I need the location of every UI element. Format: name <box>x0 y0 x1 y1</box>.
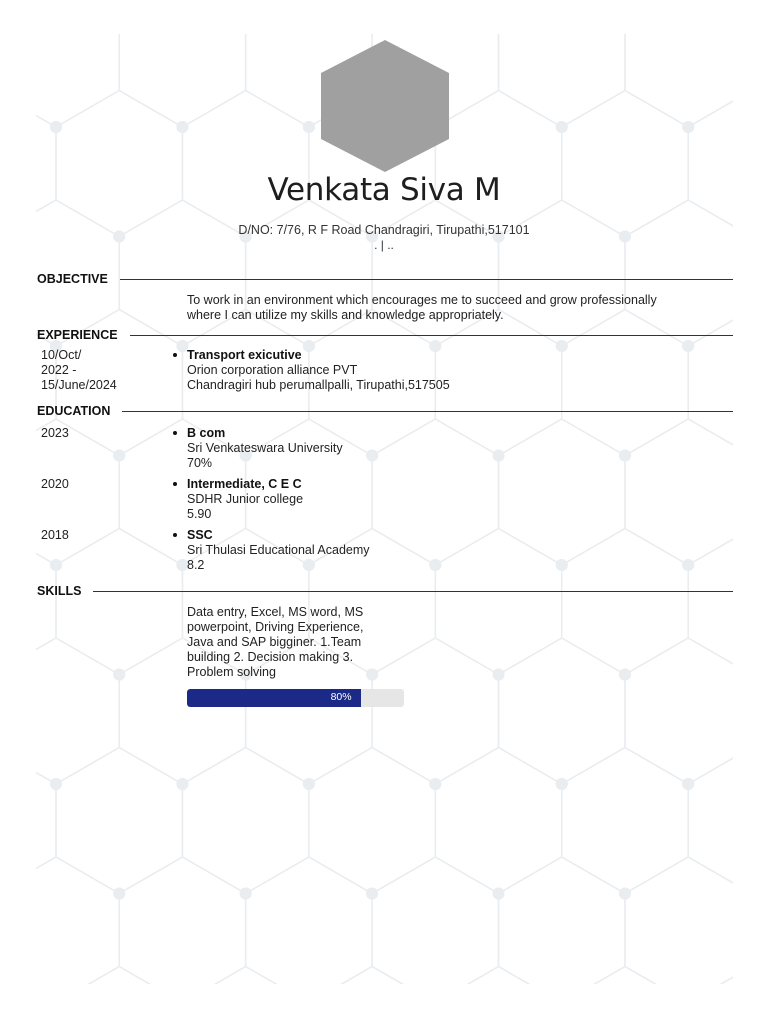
avatar-hexagon-shape <box>321 40 449 172</box>
experience-title: EXPERIENCE <box>37 328 118 342</box>
bullet-dot <box>173 533 177 537</box>
experience-date-line-2: 2022 - <box>41 363 77 377</box>
skills-text-line-4: building 2. Decision making 3. <box>187 650 354 664</box>
education-degree: Intermediate, C E C <box>187 477 302 491</box>
skills-text-line-5: Problem solving <box>187 665 276 679</box>
education-year: 2020 <box>41 477 69 491</box>
education-institution: SDHR Junior college <box>187 492 304 506</box>
skills-text-line-1: Data entry, Excel, MS word, MS <box>187 605 364 619</box>
education-section-header <box>37 404 733 418</box>
education-institution: Sri Thulasi Educational Academy <box>187 543 370 557</box>
skill-level-label: 80% <box>330 691 352 703</box>
education-score: 8.2 <box>187 558 205 572</box>
education-score: 70% <box>187 456 213 470</box>
bullet-dot <box>173 431 177 435</box>
experience-section-header <box>37 328 733 342</box>
experience-role: Transport exicutive <box>187 348 302 362</box>
section-divider <box>122 411 733 412</box>
skills-text-line-3: Java and SAP bigginer. 1.Team <box>187 635 362 649</box>
skill-level-bar <box>187 689 404 707</box>
objective-text-line-2: where I can utilize my skills and knowledge appropriately. <box>187 308 504 322</box>
education-year: 2023 <box>41 426 69 440</box>
education-degree: SSC <box>187 528 213 542</box>
skills-section-header <box>37 584 733 598</box>
experience-date-line-1: 10/Oct/ <box>41 348 82 362</box>
experience-company: Orion corporation alliance PVT <box>187 363 358 377</box>
education-institution: Sri Venkateswara University <box>187 441 343 455</box>
candidate-name: Venkata Siva M <box>267 172 501 208</box>
experience-location: Chandragiri hub perumallpalli, Tirupathi,517505 <box>187 378 450 392</box>
objective-text-line-1: To work in an environment which encourages me to succeed and grow professionally <box>187 293 657 307</box>
skills-text-line-2: powerpoint, Driving Experience, <box>187 620 364 634</box>
experience-date-line-3: 15/June/2024 <box>41 378 117 392</box>
education-title: EDUCATION <box>37 404 111 418</box>
section-divider <box>93 591 733 592</box>
section-divider <box>120 279 733 280</box>
skill-level-fill <box>187 689 361 707</box>
objective-title: OBJECTIVE <box>37 272 108 286</box>
skills-title: SKILLS <box>37 584 82 598</box>
education-year: 2018 <box>41 528 69 542</box>
avatar <box>321 40 449 172</box>
address-line: D/NO: 7/76, R F Road Chandragiri, Tirupathi,517101 <box>238 223 530 237</box>
contact-line: . | .. <box>374 238 394 252</box>
section-divider <box>130 335 733 336</box>
education-degree: B com <box>187 426 226 440</box>
bullet-dot <box>173 482 177 486</box>
bullet-dot <box>173 353 177 357</box>
education-score: 5.90 <box>187 507 212 521</box>
objective-section-header <box>37 272 733 286</box>
